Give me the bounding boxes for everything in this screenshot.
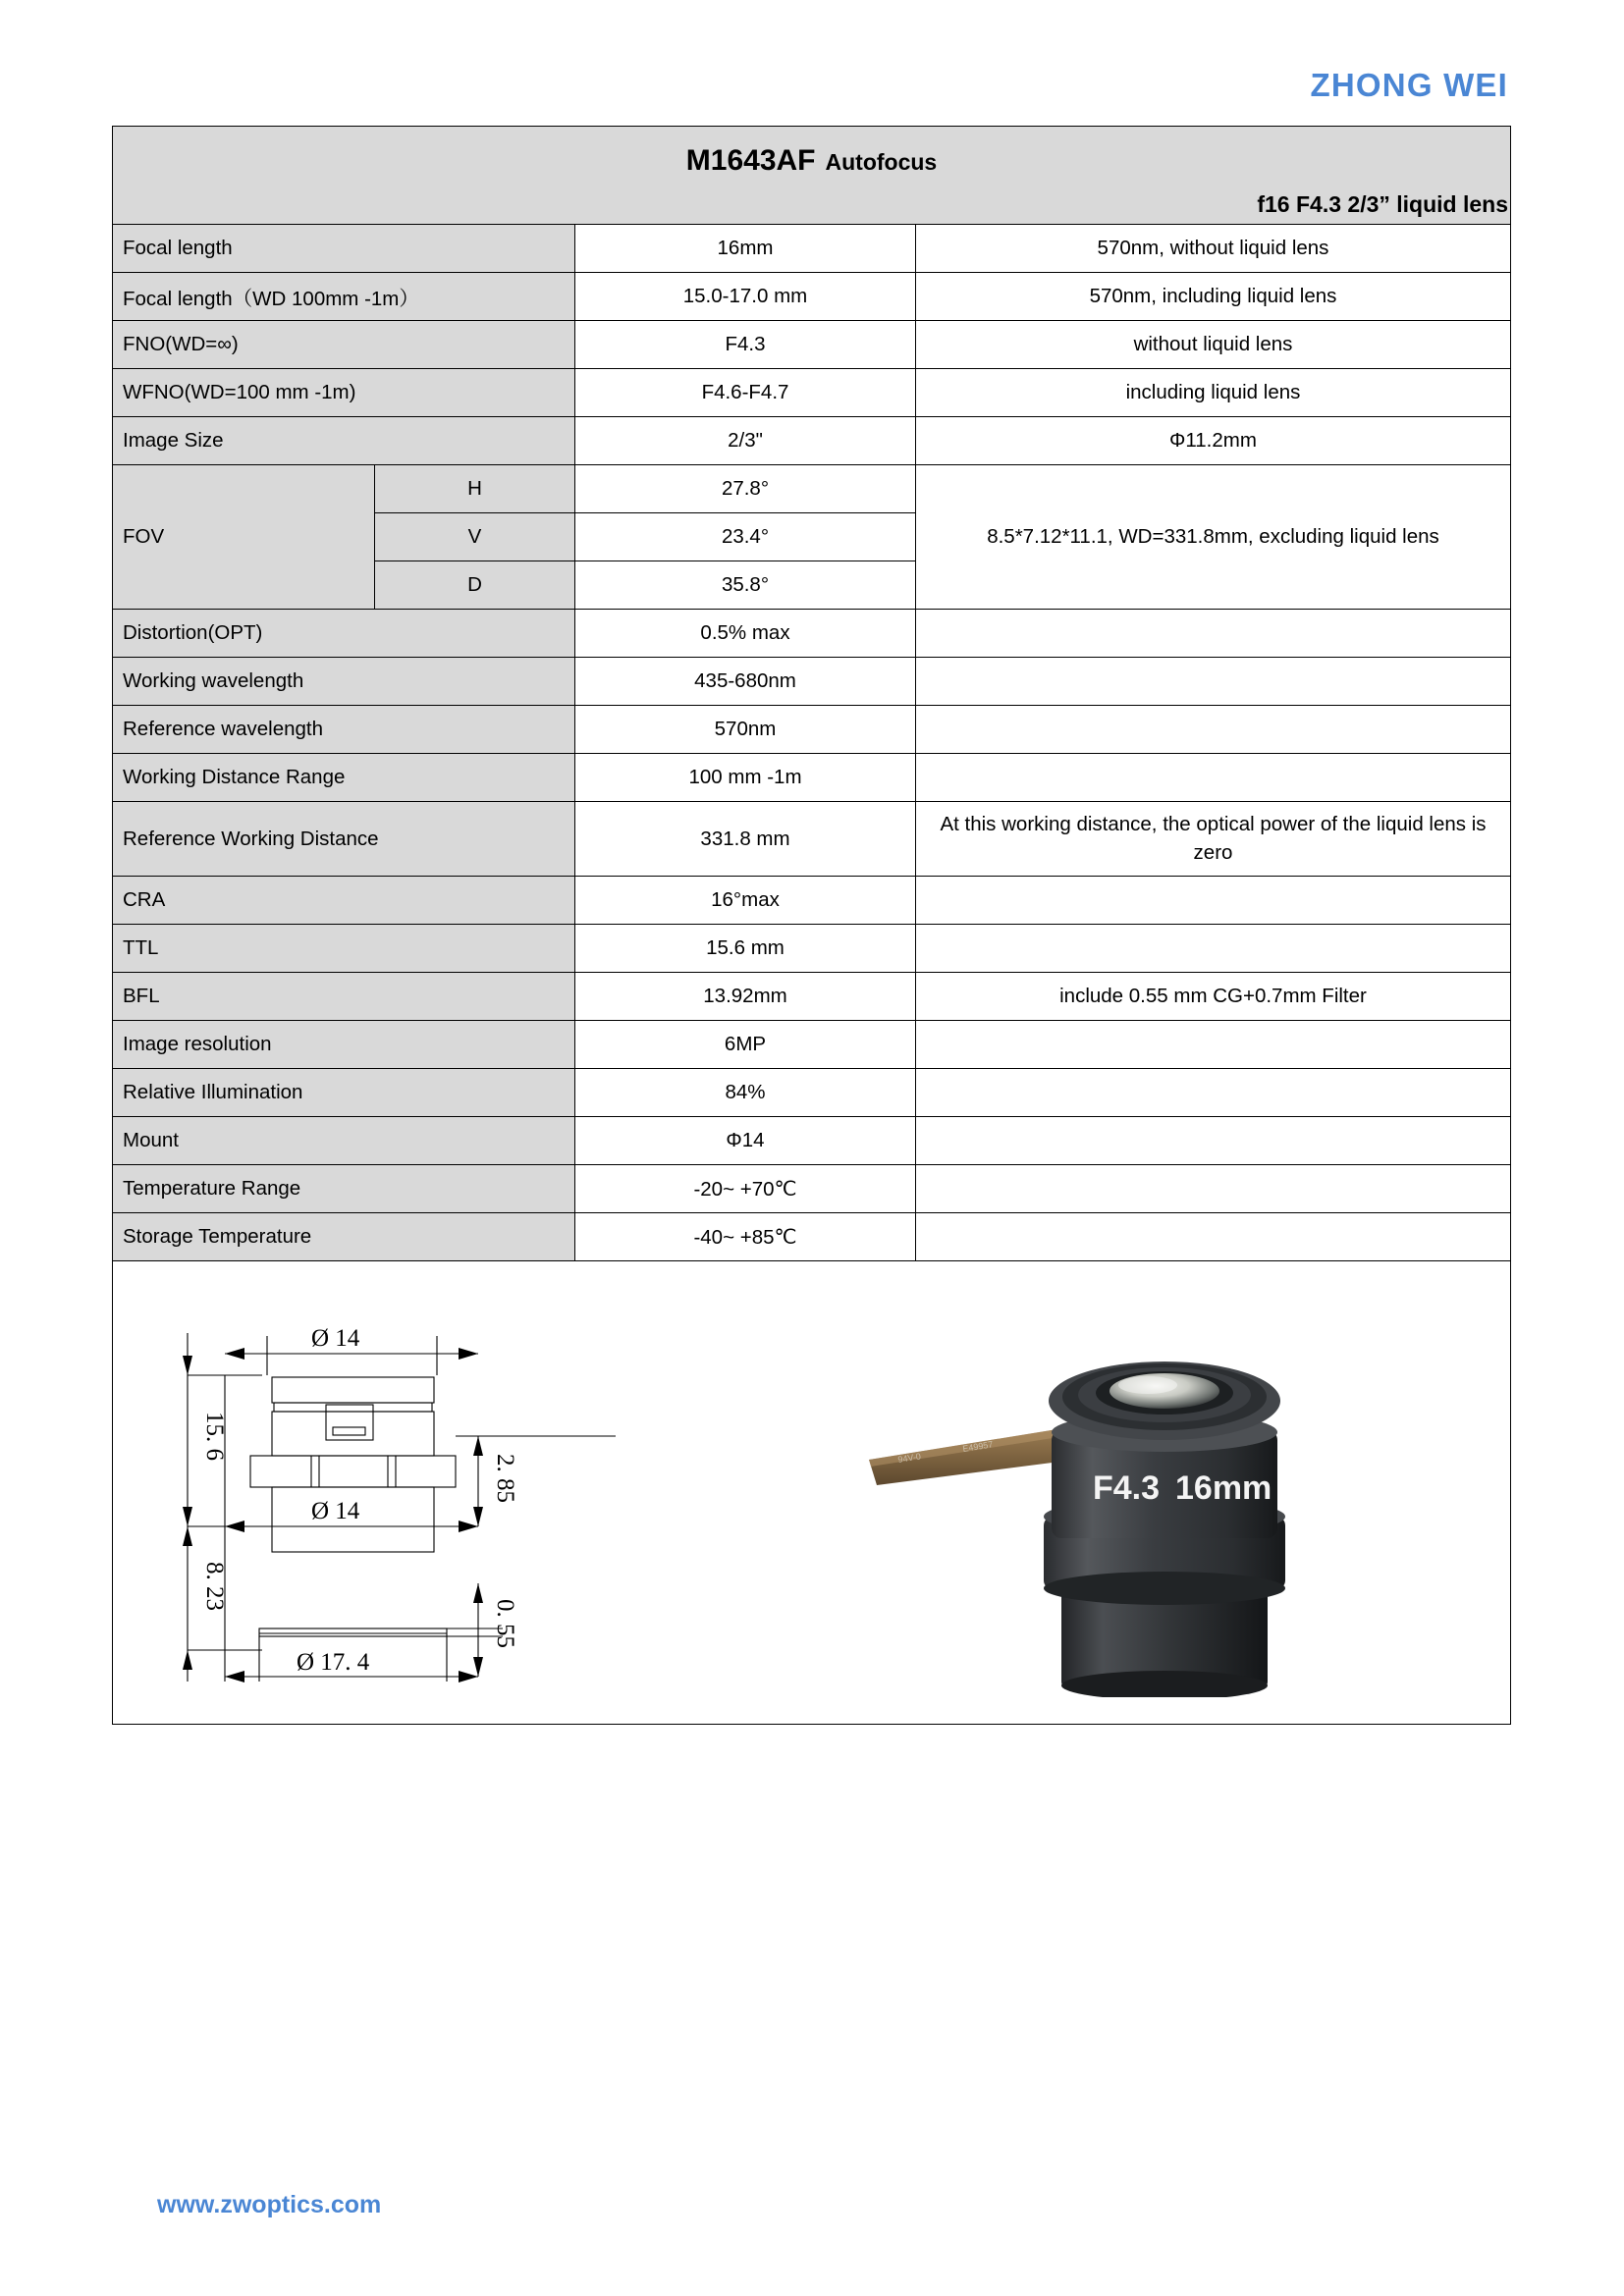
- row-note: [916, 925, 1511, 973]
- brand-logo: ZHONG WEI: [1310, 67, 1508, 103]
- row-note: including liquid lens: [916, 369, 1511, 417]
- row-value: -40~ +85℃: [575, 1213, 916, 1261]
- table-row: [113, 321, 1511, 369]
- figure-wrap: [113, 1261, 1510, 1724]
- table-row: [113, 417, 1511, 465]
- table-row: [113, 1069, 1511, 1117]
- row-label: Storage Temperature: [113, 1213, 575, 1261]
- row-label: TTL: [113, 925, 575, 973]
- figure-panel: [113, 1261, 1511, 1725]
- row-note: 570nm, including liquid lens: [916, 273, 1511, 321]
- svg-text:94V-0: 94V-0: [896, 1451, 922, 1465]
- row-value: -20~ +70℃: [575, 1165, 916, 1213]
- table-row-fov-h: [113, 465, 1511, 513]
- model-suffix: Autofocus: [825, 149, 938, 175]
- row-value: 15.6 mm: [575, 925, 916, 973]
- row-value: F4.6-F4.7: [575, 369, 916, 417]
- row-note: [916, 610, 1511, 658]
- row-note: 570nm, without liquid lens: [916, 225, 1511, 273]
- table-row: [113, 273, 1511, 321]
- row-note: without liquid lens: [916, 321, 1511, 369]
- row-note: [916, 754, 1511, 802]
- footer-website[interactable]: www.zwoptics.com: [157, 2191, 382, 2218]
- table-row: [113, 610, 1511, 658]
- table-row: [113, 1021, 1511, 1069]
- spec-table-body: [113, 127, 1511, 1725]
- table-row: [113, 877, 1511, 925]
- fov-axis-value: 23.4°: [575, 513, 916, 561]
- row-value: Φ14: [575, 1117, 916, 1165]
- row-value: 6MP: [575, 1021, 916, 1069]
- dim-total-height: 15. 6: [201, 1412, 228, 1461]
- row-value: 16°max: [575, 877, 916, 925]
- row-value: 84%: [575, 1069, 916, 1117]
- row-value: 16mm: [575, 225, 916, 273]
- row-note: [916, 877, 1511, 925]
- row-value: 0.5% max: [575, 610, 916, 658]
- row-label: Mount: [113, 1117, 575, 1165]
- row-label: Working Distance Range: [113, 754, 575, 802]
- dim-right-lower: 0. 55: [492, 1599, 518, 1648]
- row-value: 331.8 mm: [575, 802, 916, 877]
- fov-axis-label: D: [375, 561, 575, 610]
- figure-row: [113, 1261, 1511, 1725]
- photo-marking-focal: 16mm: [1175, 1469, 1272, 1507]
- dim-lower-height: 8. 23: [201, 1562, 228, 1611]
- table-row: [113, 1213, 1511, 1261]
- spec-sheet: [112, 126, 1510, 1725]
- row-label: Working wavelength: [113, 658, 575, 706]
- dim-right-upper: 2. 85: [492, 1454, 518, 1503]
- row-note: Φ11.2mm: [916, 417, 1511, 465]
- row-label: Focal length（WD 100mm -1m）: [113, 273, 575, 321]
- row-label: WFNO(WD=100 mm -1m): [113, 369, 575, 417]
- row-note: [916, 1117, 1511, 1165]
- row-label: Reference Working Distance: [113, 802, 575, 877]
- row-value: 13.92mm: [575, 973, 916, 1021]
- row-label: Image resolution: [113, 1021, 575, 1069]
- title-row: [113, 127, 1511, 225]
- dim-mid-diameter: Ø 14: [311, 1498, 360, 1524]
- row-note: At this working distance, the optical power of the liquid lens is zero: [916, 802, 1511, 877]
- row-value: 435-680nm: [575, 658, 916, 706]
- row-value: 100 mm -1m: [575, 754, 916, 802]
- row-note: include 0.55 mm CG+0.7mm Filter: [916, 973, 1511, 1021]
- fov-axis-value: 27.8°: [575, 465, 916, 513]
- product-title: [113, 144, 1510, 178]
- flex-cable: [869, 1428, 1075, 1485]
- row-label: Focal length: [113, 225, 575, 273]
- row-note: [916, 1069, 1511, 1117]
- model-number: M1643AF: [685, 144, 816, 177]
- table-row: [113, 658, 1511, 706]
- spec-table: [112, 126, 1511, 1725]
- svg-text:E49957: E49957: [961, 1439, 994, 1454]
- table-row: [113, 973, 1511, 1021]
- row-value: 15.0-17.0 mm: [575, 273, 916, 321]
- row-label: Reference wavelength: [113, 706, 575, 754]
- fov-axis-value: 35.8°: [575, 561, 916, 610]
- table-row: [113, 369, 1511, 417]
- row-label: Distortion(OPT): [113, 610, 575, 658]
- dim-top-diameter: Ø 14: [311, 1325, 360, 1352]
- product-tagline: f16 F4.3 2/3” liquid lens: [1257, 191, 1508, 217]
- row-value: 570nm: [575, 706, 916, 754]
- table-row: [113, 1165, 1511, 1213]
- row-note: [916, 706, 1511, 754]
- row-label: Relative Illumination: [113, 1069, 575, 1117]
- table-row: [113, 225, 1511, 273]
- lens-photo: [869, 1285, 1419, 1697]
- row-note-fov: 8.5*7.12*11.1, WD=331.8mm, excluding liquid lens: [916, 465, 1511, 610]
- row-label: Temperature Range: [113, 1165, 575, 1213]
- row-note: [916, 658, 1511, 706]
- row-label: CRA: [113, 877, 575, 925]
- row-note: [916, 1213, 1511, 1261]
- row-value: F4.3: [575, 321, 916, 369]
- mechanical-drawing: [164, 1299, 625, 1691]
- title-band: [113, 127, 1511, 225]
- row-label-fov: FOV: [113, 465, 375, 610]
- table-row: [113, 925, 1511, 973]
- row-note: [916, 1165, 1511, 1213]
- row-label: Image Size: [113, 417, 575, 465]
- table-row: [113, 754, 1511, 802]
- row-value: 2/3": [575, 417, 916, 465]
- table-row: [113, 706, 1511, 754]
- row-label: BFL: [113, 973, 575, 1021]
- dim-bottom-diameter: Ø 17. 4: [297, 1649, 370, 1676]
- row-label: FNO(WD=∞): [113, 321, 575, 369]
- row-note: [916, 1021, 1511, 1069]
- table-row: [113, 802, 1511, 877]
- table-row: [113, 1117, 1511, 1165]
- fov-axis-label: V: [375, 513, 575, 561]
- photo-marking-fno: F4.3: [1093, 1469, 1161, 1507]
- fov-axis-label: H: [375, 465, 575, 513]
